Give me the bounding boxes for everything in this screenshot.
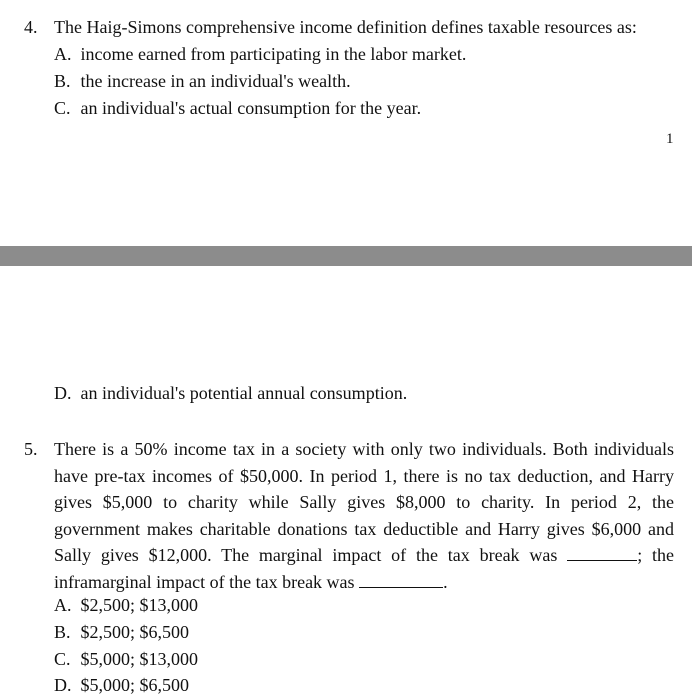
option-text: $2,500; $13,000 xyxy=(80,595,199,615)
question-5-stem xyxy=(54,436,674,595)
question-4-option-d xyxy=(54,380,407,406)
question-4-option-b xyxy=(54,68,351,94)
option-letter: A. xyxy=(54,44,72,64)
question-4-number: 4. xyxy=(24,17,38,37)
option-letter: D. xyxy=(54,383,72,403)
question-5-option-c xyxy=(54,646,198,672)
option-text: $2,500; $6,500 xyxy=(80,622,190,642)
page-break-bar xyxy=(0,246,692,266)
option-letter: A. xyxy=(54,595,72,615)
option-letter: D. xyxy=(54,675,72,695)
question-4-stem: The Haig-Simons comprehensive income definition defines taxable resources as: xyxy=(54,17,637,37)
option-letter: B. xyxy=(54,71,71,91)
option-letter: C. xyxy=(54,98,71,118)
option-text: an individual's potential annual consumption. xyxy=(80,383,408,403)
option-text: $5,000; $13,000 xyxy=(80,649,199,669)
question-5-option-d xyxy=(54,672,189,698)
question-5-option-b xyxy=(54,619,189,645)
question-5-stem-part3: . xyxy=(443,571,448,592)
question-5-stem-part2: ; the inframarginal impact of the tax break was xyxy=(54,545,674,592)
option-text: income earned from participating in the labor market. xyxy=(80,44,467,64)
option-letter: C. xyxy=(54,649,71,669)
page-number: 1 xyxy=(666,131,674,147)
question-4-option-a xyxy=(54,41,466,67)
document-page-top xyxy=(0,0,692,246)
document-page-bottom xyxy=(0,266,692,700)
question-5-stem-part1: There is a 50% income tax in a society with only two individuals. Both individuals have pre-tax incomes of $50,000. In period 1, there is no tax deduction, and Harry gives $5,000 to charity while Sally gives $8,000 to charity. In period 2, the government makes charitable donations tax deductible and Harry gives $6,000 and Sally gives $12,000. The marginal impact of the tax break was xyxy=(54,439,674,565)
option-text: an individual's actual consumption for the year. xyxy=(80,98,422,118)
answer-blank-1 xyxy=(567,542,637,561)
question-4-option-c xyxy=(54,95,421,121)
answer-blank-2 xyxy=(359,569,443,588)
option-text: $5,000; $6,500 xyxy=(80,675,190,695)
question-5-option-a xyxy=(54,592,198,618)
option-letter: B. xyxy=(54,622,71,642)
question-5-number: 5. xyxy=(24,439,38,459)
option-text: the increase in an individual's wealth. xyxy=(80,71,351,91)
